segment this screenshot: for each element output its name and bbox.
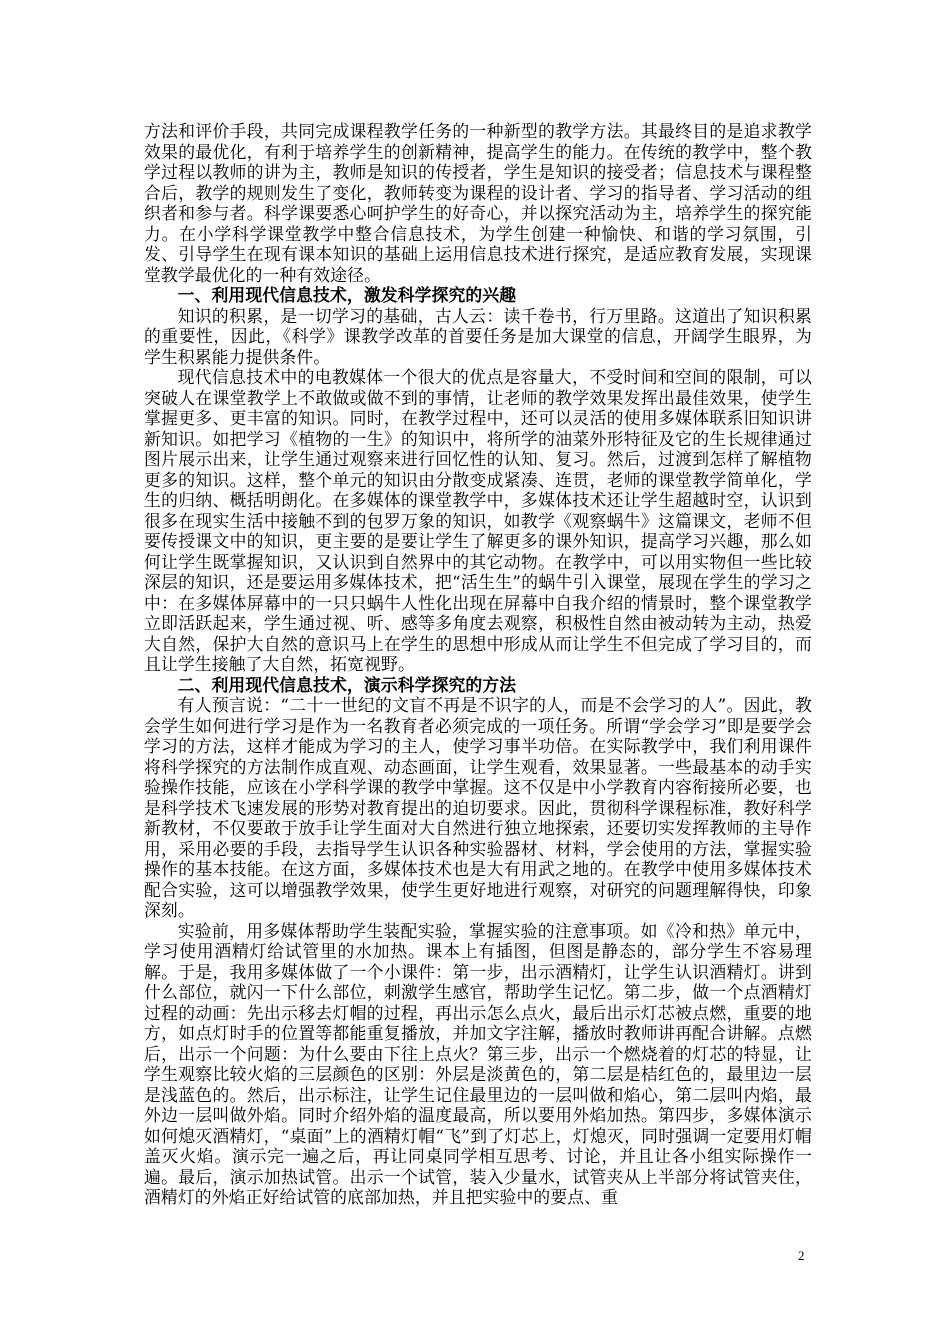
document-body bbox=[144, 121, 812, 1208]
paragraph: 有人预言说：“二十一世纪的文盲不再是不识字的人，而是不会学习的人”。因此，教会学生如何进行学习是作为一名教育者必须完成的一项任务。所谓“学会学习”即是要学会学习的方法，这样才能成为学习的主人，使学习事半功倍。在实际教学中，我们利用课件将科学探究的方法制作成直观、动态画面，让学生观看，效果显著。一些最基本的动手实验操作技能，应该在小学科学课的教学中掌握。这不仅是中小学教育内容衔接所必要，也是科学技术飞速发展的形势对教育提出的迫切要求。因此，贯彻科学课程标准，教好科学新教材，不仅要敢于放手让学生面对大自然进行独立地探索，还要切实发挥教师的主导作用，采用必要的手段，去指导学生认识各种实验器材、材料，学会使用的方法，掌握实验操作的基本技能。在这方面，多媒体技术也是大有用武之地的。在教学中使用多媒体技术配合实验，这可以增强教学效果，使学生更好地进行观察，对研究的问题理解得快，印象深刻。 bbox=[144, 695, 812, 920]
paragraph: 知识的积累，是一切学习的基础，古人云：读千卷书，行万里路。这道出了知识积累的重要性，因此，《科学》课教学改革的首要任务是加大课堂的信息，开阔学生眼界，为学生积累能力提供条件。 bbox=[144, 305, 812, 367]
paragraph: 现代信息技术中的电教媒体一个很大的优点是容量大，不受时间和空间的限制，可以突破人在课堂教学上不敢做或做不到的事情，让老师的教学效果发挥出最佳效果，使学生掌握更多、更丰富的知识。同时，在教学过程中，还可以灵活的使用多媒体联系旧知识讲新知识。如把学习《植物的一生》的知识中，将所学的油菜外形特征及它的生长规律通过图片展示出来，让学生通过观察来进行回忆性的认知、复习。然后，过渡到怎样了解植物更多的知识。这样，整个单元的知识由分散变成紧凑、连贯，老师的课堂教学简单化，学生的归纳、概括明朗化。在多媒体的课堂教学中，多媒体技术还让学生超越时空，认识到很多在现实生活中接触不到的包罗万象的知识，如教学《观察蜗牛》这篇课文，老师不但要传授课文中的知识，更主要的是要让学生了解更多的课外知识，提高学习兴趣，那么如何让学生既掌握知识，又认识到自然界中的其它动物。在教学中，可以用实物但一些比较深层的知识，还是要运用多媒体技术，把“活生生”的蜗牛引入课堂，展现在学生的学习之中：在多媒体屏幕中的一只只蜗牛人性化出现在屏幕中自我介绍的情景时，整个课堂教学立即活跃起来，学生通过视、听、感等多角度去观察，积极性自然由被动转为主动，热爱大自然，保护大自然的意识马上在学生的思想中形成从而让学生不但完成了学习目的，而且让学生接触了大自然，拓宽视野。 bbox=[144, 367, 812, 674]
paragraph: 实验前，用多媒体帮助学生装配实验，掌握实验的注意事项。如《冷和热》单元中，学习使用酒精灯给试管里的水加热。课本上有插图，但图是静态的，部分学生不容易理解。于是，我用多媒体做了一个小课件：第一步，出示酒精灯，让学生认识酒精灯。讲到什么部位，就闪一下什么部位，刺激学生感官，帮助学生记忆。第二步，做一个点酒精灯过程的动画：先出示移去灯帽的过程，再出示怎么点火，最后出示灯芯被点燃，重要的地方，如点灯时手的位置等都能重复播放，并加文字注解，播放时教师讲再配合讲解。点燃后，出示一个问题：为什么要由下往上点火？第三步，出示一个燃烧着的灯芯的特显，让学生观察比较火焰的三层颜色的区别：外层是淡黄色的，第二层是桔红色的，最里边一层是浅蓝色的。然后，出示标注，让学生记住最里边的一层叫做和焰心，第二层叫内焰，最外边一层叫做外焰。同时介绍外焰的温度最高，所以要用外焰加热。第四步，多媒体演示如何熄灭酒精灯，“桌面”上的酒精灯帽“飞”到了灯芯上，灯熄灭，同时强调一定要用灯帽盖灭火焰。演示完一遍之后，再让同桌同学相互思考、讨论，并且让各小组实际操作一遍。最后，演示加热试管。出示一个试管，装入少量水，试管夹从上半部分将试管夹住，酒精灯的外焰正好给试管的底部加热，并且把实验中的要点、重 bbox=[144, 920, 812, 1207]
page-number: 2 bbox=[798, 1248, 805, 1263]
section-heading-2: 二、利用现代信息技术，演示科学探究的方法 bbox=[177, 674, 517, 695]
section-heading-1: 一、利用现代信息技术，激发科学探究的兴趣 bbox=[177, 285, 517, 305]
paragraph-intro: 方法和评价手段，共同完成课程教学任务的一种新型的教学方法。其最终目的是追求教学效果的最优化，有利于培养学生的创新精神，提高学生的能力。在传统的教学中，整个教学过程以教师的讲为主，教师是知识的传授者，学生是知识的接受者；信息技术与课程整合后，教学的规则发生了变化，教师转变为课程的设计者、学习的指导者、学习活动的组织者和参与者。科学课要悉心呵护学生的好奇心，并以探究活动为主，培养学生的探究能力。在小学科学课堂教学中整合信息技术，为学生创建一种愉快、和谐的学习氛围，引发、引导学生在现有课本知识的基础上运用信息技术进行探究，是适应教育发展，实现课堂教学最优化的一种有效途径。 bbox=[144, 121, 812, 285]
